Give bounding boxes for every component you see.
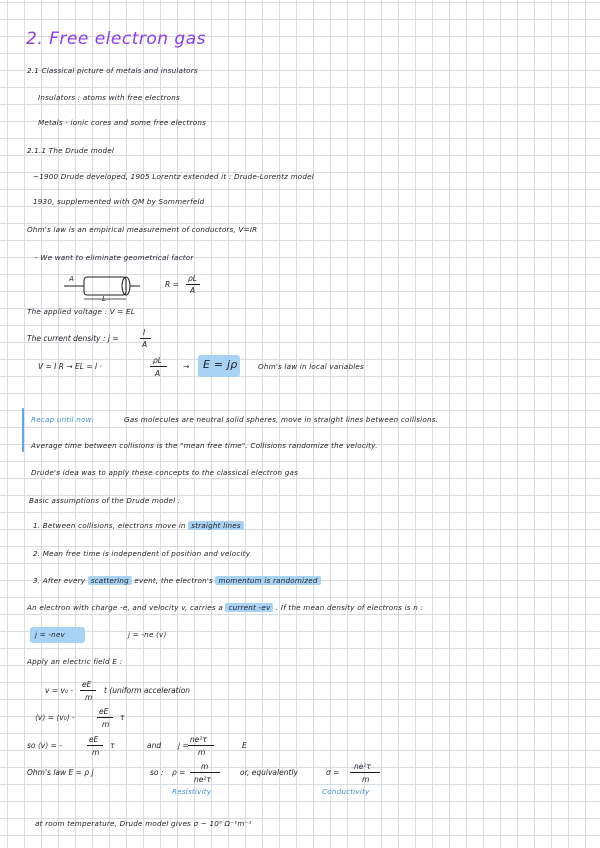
sigma-den: m [362,775,370,784]
j-lhs: j = [178,741,189,750]
electron-line-text: An electron with charge -e, and velocity v, carries a [27,603,223,612]
fraction-bar [190,772,220,773]
fraction-bar [350,772,380,773]
assumption-2: 2. Mean free time is independent of position and velocity [33,549,251,558]
page-title: 2. Free electron gas [26,29,206,49]
assumption-3-text-mid: event, the electron's [134,576,213,585]
resistance-num: ρL [188,274,197,283]
assumption-3-highlight-scattering: scattering [88,576,132,585]
ohm-local-note: Ohm's law in local variables [258,362,364,371]
j-boxed-formula: j = -nev [35,630,66,639]
so-and: and [147,741,162,750]
history-1900: ~1900 Drude developed, 1905 Lorentz extended it : Drude-Lorentz model [33,172,314,181]
avg-velocity-num: eE [99,707,109,716]
so-lhs: so ⟨v⟩ = - [27,741,62,750]
fraction-bar [80,690,96,691]
recap-brace [22,408,24,452]
drude-idea: Drude's idea was to apply these concepts to the classical electron gas [31,468,299,477]
velocity-num: eE [82,680,92,689]
apply-field: Apply an electric field E : [27,657,123,666]
assumptions-heading: Basic assumptions of the Drude model : [29,496,181,505]
resistivity-label: Resistivity [172,787,212,796]
geometry-note: - We want to eliminate geometrical factor [35,253,194,262]
room-temperature-note: at room temperature, Drude model gives σ ~ 10⁸ Ω⁻¹m⁻¹ [35,819,252,828]
electron-line-suffix: . If the mean density of electrons is n : [275,603,424,612]
derivation-arrow: → [183,362,190,371]
so-num: eE [89,735,99,744]
j-num: ne²τ [190,735,207,744]
electron-current-line [27,603,423,612]
velocity-lhs: v = v₀ - [45,686,74,695]
fraction-bar [186,284,200,285]
rho-lhs: ρ = [172,768,186,777]
j-average-formula: j = -ne ⟨v⟩ [128,630,167,639]
derivation-num: ρL [153,356,162,365]
recap-text-2: Average time between collisions is the "mean free time". Collisions randomize the velocity. [31,441,378,450]
recap-text-1: Gas molecules are neutral solid spheres, move in straight lines between collisions. [124,415,439,424]
velocity-rhs: t (uniform acceleration [104,686,191,695]
applied-voltage: The applied voltage : V = EL [27,307,135,316]
assumption-3-text: 3. After every [33,576,86,585]
assumption-3-highlight-momentum: momentum is randomized [215,576,320,585]
fraction-bar [87,745,103,746]
assumption-1 [33,521,244,530]
subsection-heading: 2.1.1 The Drude model [27,146,115,155]
fraction-bar [140,338,151,339]
so-rhs: τ [110,741,115,750]
fraction-bar [97,717,113,718]
current-density-lhs: The current density : j = [27,334,119,343]
resistor-length-label: L [102,294,107,303]
fraction-bar [150,366,167,367]
avg-velocity-lhs: ⟨v⟩ = ⟨v₀⟩ - [35,713,75,722]
insulators-note: Insulators : atoms with free electrons [38,93,180,102]
resistor-area-label: A [69,274,75,283]
assumption-3 [33,576,321,585]
derivation-part1: V = I R → EL = I · [38,362,102,371]
j-den: m [198,748,206,757]
fraction-bar [188,745,214,746]
or-equivalently: or, equivalently [240,768,298,777]
rho-num: m [201,762,209,771]
history-1930: 1930, supplemented with QM by Sommerfeld [33,197,205,206]
ohm-local-formula: E = jρ [203,358,238,371]
sigma-num: ne²τ [354,762,371,771]
assumption-1-text: 1. Between collisions, electrons move in [33,521,186,530]
avg-velocity-rhs: τ [120,713,125,722]
avg-velocity-den: m [102,720,110,729]
derivation-den: A [155,369,161,378]
so-den: m [92,748,100,757]
resistance-lhs: R = [165,280,179,289]
current-density-num: I [143,328,146,337]
metals-note: Metals - ionic cores and some free electrons [38,118,207,127]
section-heading: 2.1 Classical picture of metals and insulators [27,66,198,75]
ohm-final-lhs: Ohm's law E = ρ j [27,768,94,777]
recap-label: Recap until now: [31,415,95,424]
rho-den: ne²τ [194,775,211,784]
velocity-den: m [85,693,93,702]
resistance-den: A [190,286,196,295]
j-rhs: E [242,741,247,750]
electron-line-highlight: current -ev [225,603,273,612]
conductivity-label: Conductivity [322,787,370,796]
sigma-lhs: σ = [326,768,340,777]
ohm-final-so: so : [150,768,164,777]
current-density-den: A [142,340,148,349]
assumption-1-highlight: straight lines [188,521,244,530]
ohms-law-intro: Ohm's law is an empirical measurement of conductors, V=IR [27,225,258,234]
